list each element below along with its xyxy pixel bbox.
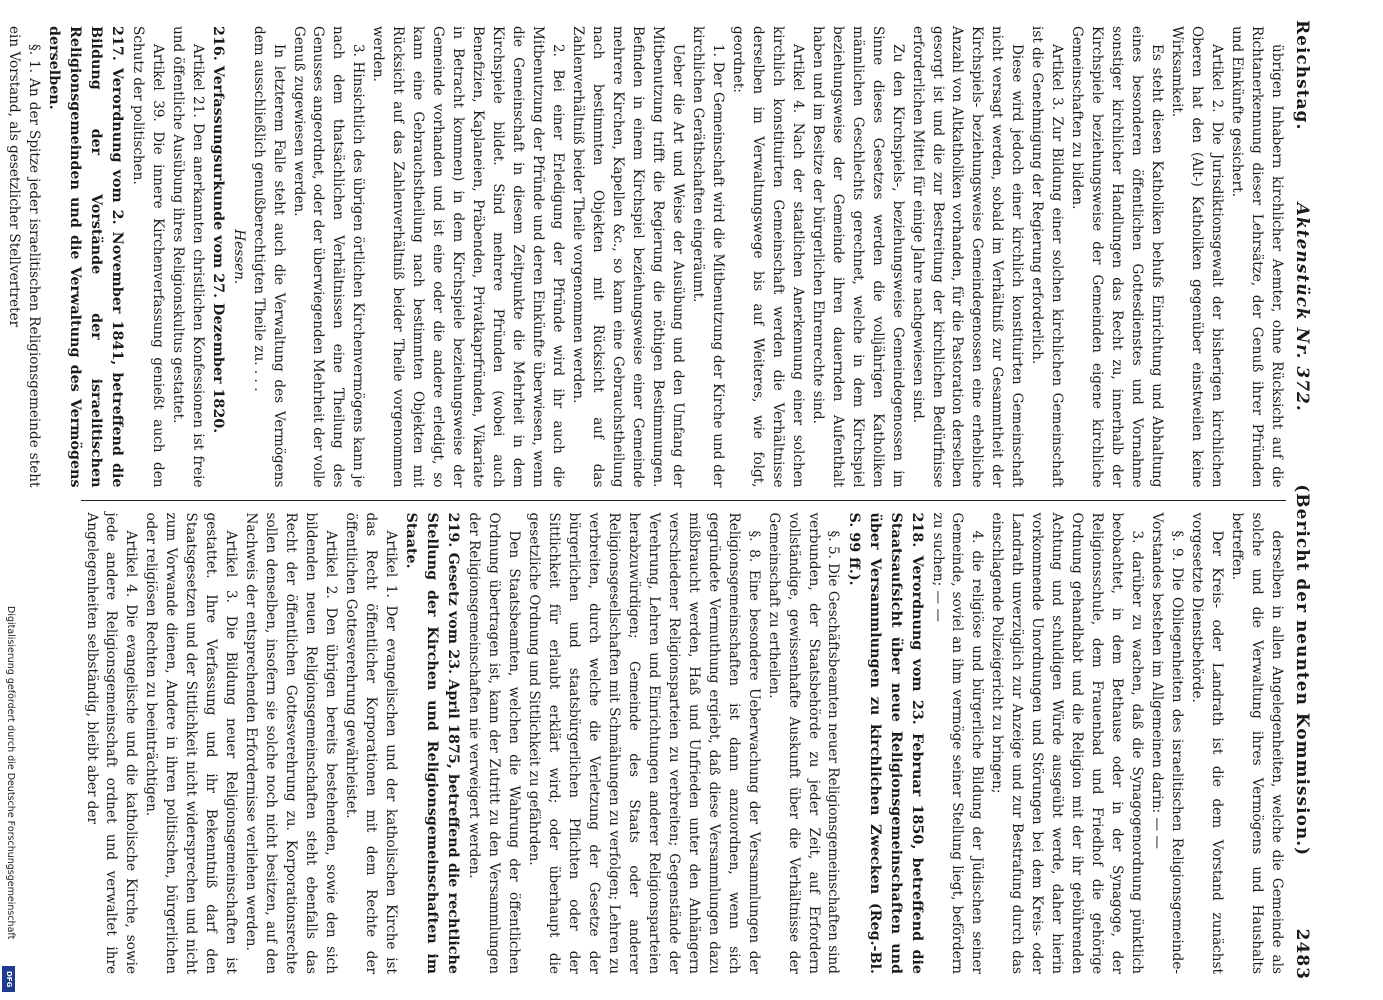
paragraph: 2. Bei einer Erledigung der Pfründe wird ihr auch die Mitbenutzung der Pfründe und deren Einkünfte überwiesen, wenn die Gemeinschaft in diesem Zeitpunkte die Mehrheit in dem Kirchspiele bildet. Sind mehrere Pfründen (wobei auch Benefizien, Kaplaneien, Präbenden, Privatkaprfründen, Vikariate in Betracht kommen) in dem Kirchspiele beziehungsweise der Gemeinde vorhanden und ist eine oder die andere erledigt, so kann eine Gebrauchstheilung nach bestimmten Objekten mit Rücksicht auf das Zahlenverhältniß beider Theile vorgenommen werden. (370, 26, 567, 488)
header-reichstag: Reichstag. (1292, 20, 1312, 131)
paragraph: Den Staatsbeamten, welchen die Wahrung der öffentlichen Ordnung übertragen ist, kann der Zutritt zu den Versammlungen der Religionsgemeinschaften nie verweigert werden. (466, 512, 522, 974)
paragraph: §. 1. An der Spitze jeder israelitischen Religionsgemeinde steht ein Vorstand, als gesetzlicher Stellvertreter (5, 26, 42, 488)
paragraph: Artikel 3. Zur Bildung einer solchen kirchlichen Gemeinschaft ist die Genehmigung der Regierung erforderlich. (1029, 26, 1066, 488)
section-heading: 217. Verordnung vom 2. November 1841, betreffend die Bildung der Vorstände der israelitischen Religionsgemeinden und die Verwaltung des Vermögens derselben. (45, 26, 125, 488)
paragraph: In letzterem Falle steht auch die Verwaltung des Vermögens dem ausschließlich genußberechtigten Theile zu. . . . (250, 26, 287, 488)
paragraph: Es steht diesen Katholiken behufs Einrichtung und Abhaltung eines besonderen öffentlichen Gottesdienstes und Vornahme sonstiger kirchlicher Handlungen das Recht zu, innerhalb der Kirchspiele beziehungsweise der Gemeinden eigene kirchliche Gemeinschaften zu bilden. (1069, 26, 1166, 488)
paragraph: Artikel 4. Die evangelische und die katholische Kirche, sowie jede andere Religionsgemeinschaft ordnet und verwaltet ihre Angelegenheiten selbständig, bleibt aber der (83, 512, 140, 974)
paragraph: derselben in allen Angelegenheiten, welche die Gemeinde als solche und die Verwaltung ihres Vermögens und Haushalts betreffen. (1229, 512, 1285, 974)
paragraph: §. 5. Die Geschäftsbeamten neuer Religionsgemeinschaften sind verbunden, der Staatsbehörde zu jeder Zeit, auf Erfordern vollständige, gewissenhafte Auskunft über die Verhältnisse der Gemeinschaft zu ertheilen. (765, 512, 842, 974)
paragraph: 4. die religiöse und bürgerliche Bildung der Jüdischen seiner Gemeinde, soviel an ihm vermöge seiner Stellung liegt, befördern zu suchen; — — (929, 512, 986, 974)
paragraph: 1. Der Gemeinschaft wird die Mitbenutzung der Kirche und der kirchlichen Geräthschaften eingeräumt. (689, 26, 726, 488)
paragraph: Artikel 2. Den übrigen bereits bestehenden, sowie den sich bildenden neuen Religionsgemeinschaften steht ebenfalls das Recht der öffentlichen Gottesverehrung zu. Korporationsrechte sollen denselben, insofern sie solche noch nicht besitzen, auf den Nachweis der entsprechenden Erfordernisse verliehen werden. (243, 512, 340, 974)
paragraph: 3. darüber zu wachen, daß die Synagogenordnung pünktlich beobachtet, in dem Bethause oder in der Synagoge, der Religionsschule, dem Frauenbad und Friedhof die gehörige Ordnung gehandhabt und die Religion mit der ihr gebührenden Achtung und schuldigen Würde ausgeübt werde, daher hierin vorkommende Unordnungen und Störungen bei dem Kreis- oder Landrath unverzüglich zur Anzeige und zur Bestrafung durch das einschlagende Polizeigericht zu bringen; (989, 512, 1146, 974)
paragraph: Ueber die Art und Weise der Ausübung und den Umfang der Mitbenutzung trifft die Regierung die nöthigen Bestimmungen. Befinden in einem Kirchspiel beziehungsweise einer Gemeinde mehrere Kirchen, Kapellen &c., so kann eine Gebrauchstheilung nach bestimmten Objekten mit Rücksicht auf das Zahlenverhältniß beider Theile vorgenommen werden. (570, 26, 686, 488)
paragraph: Artikel 39. Die innere Kirchenverfassung genießt auch den Schutz der politischen. (129, 26, 166, 488)
paragraph: Artikel 2. Die Jurisdiktionsgewalt der bisherigen kirchlichen Oberen hat den (Alt-) Katholiken gegenüber einstweilen keine Wirksamkeit. (1169, 26, 1226, 488)
header-document-number: Aktenstück Nr. 372. (1292, 202, 1312, 412)
left-column (5, 14, 1286, 501)
section-heading: 216. Verfassungsurkunde vom 27. Dezember 1820. (209, 26, 226, 434)
paragraph: Zu den Kirchspiels-, beziehungsweise Gemeindegenossen im Sinne dieses Gesetzes werden die volljährigen Katholiken männlichen Geschlechts gerechnet, welche in dem Kirchspiel beziehungsweise der Gemeinde ihren dauernden Aufenthalt haben und im Besitze der bürgerlichen Ehrenrechte sind. (809, 26, 906, 488)
state-heading: Hessen. (230, 229, 247, 285)
dfg-logo: DFG (2, 966, 15, 992)
paragraph: §. 8. Eine besondere Ueberwachung der Versammlungen der Religionsgemeinschaften ist dann anzuordnen, wenn sich gegründete Vermuthung ergiebt, daß diese Versammlungen dazu mißbraucht werden, Haß und Unfrieden unter den Anhängern verschiedener Religionsparteien zu verbreiten; Gegenstände der Verehrung, Lehren und Einrichtungen anderer Religionsparteien herabzuwürdigen; Gemeinde des Staats oder anderer Religionsgesellschaften mit Schmähungen zu verfolgen; Lehren zu verbreiten, durch welche die Verletzung der Gesetze der bürgerlichen und staatsbürgerlichen Pflichten oder der Sittlichkeit für erlaubt erklärt wird; oder überhaupt die gesetzliche Ordnung und Sittlichkeit zu gefährden. (525, 512, 762, 974)
section-heading: 219. Gesetz vom 23. April 1875, betreffend die rechtliche Stellung der Kirchen und Religionsgemeinschaften im Staate. (403, 512, 462, 974)
header-commission-note: (Bericht der neunten Kommission.) (1292, 484, 1312, 857)
digitization-credit-text: Digitalisierung gefördert durch die Deutsche Forschungsgemeinschaft (5, 606, 16, 940)
page-header (1286, 14, 1312, 986)
paragraph: Artikel 21. Den anerkannten christlichen Konfessionen ist freie und öffentliche Ausübung ihres Religionskultus gestattet. (169, 26, 206, 488)
right-column (81, 501, 1286, 987)
paragraph: Der Kreis- oder Landrath ist die dem Vorstand zunächst vorgesetzte Dienstbehörde. (1189, 512, 1226, 974)
paragraph: §. 9. Die Obliegenheiten des israelitischen Religionsgemeinde-Vorstandes bestehen im Allgemeinen darin: — — (1149, 512, 1186, 974)
paragraph: Diese wird jedoch einer kirchlich konstituirten Gemeinschaft nicht versagt werden, sobald im Verhältniß zur Gesammtheit der Kirchspiels- beziehungsweise Gemeindegenossen eine erhebliche Anzahl von Altkatholiken vorhanden, für die Pastoration derselben gesorgt ist und die zur Bestreitung der kirchlichen Bedürfnisse erforderlichen Mittel für einige Jahre nachgewiesen sind. (909, 26, 1026, 488)
section-heading: 218. Verordnung vom 23. Februar 1850, betreffend die Staatsaufsicht über neue Religionsgemeinschaften und über Versammlungen zu kirchlichen Zwecken (Reg.-Bl. S. 99 ff.). (845, 512, 925, 974)
paragraph: 3. Hinsichtlich des übrigen örtlichen Kirchenvermögens kann je nach dem thatsächlichen Verhältnissen eine Theilung des Genusses angeordnet, oder der überwiegenden Mehrheit der volle Genuß zugewiesen werden. (290, 26, 367, 488)
page-number: 2483 (1292, 928, 1312, 980)
paragraph: Artikel 1. Der evangelischen und der katholischen Kirche ist das Recht öffentlicher Korporationen mit dem Rechte der öffentlichen Gottesverehrung gewährleistet. (343, 512, 400, 974)
paragraph: Artikel 3. Die Bildung neuer Religionsgemeinschaften ist gestattet. Ihre Verfassung und ihr Bekenntniß darf den Staatsgesetzen und der Sittlichkeit nicht widersprechen und nicht zum Vorwande dienen, Andere in ihren politischen, bürgerlichen oder religiösen Rechten zu beeinträchtigen. (143, 512, 240, 974)
paragraph: Artikel 4. Nach der staatlichen Anerkennung einer solchen kirchlich konstituirten Gemeinschaft werden die Verhältnisse derselben im Verwaltungswege bis auf Weiteres, wie folgt, geordnet: (729, 26, 806, 488)
paragraph: übrigen Inhabern kirchlicher Aemter, ohne Rücksicht auf die Richtanerkennung dieser Lehrsätze, der Genuß ihrer Pfründen und Einkünfte gesichert. (1229, 26, 1285, 488)
